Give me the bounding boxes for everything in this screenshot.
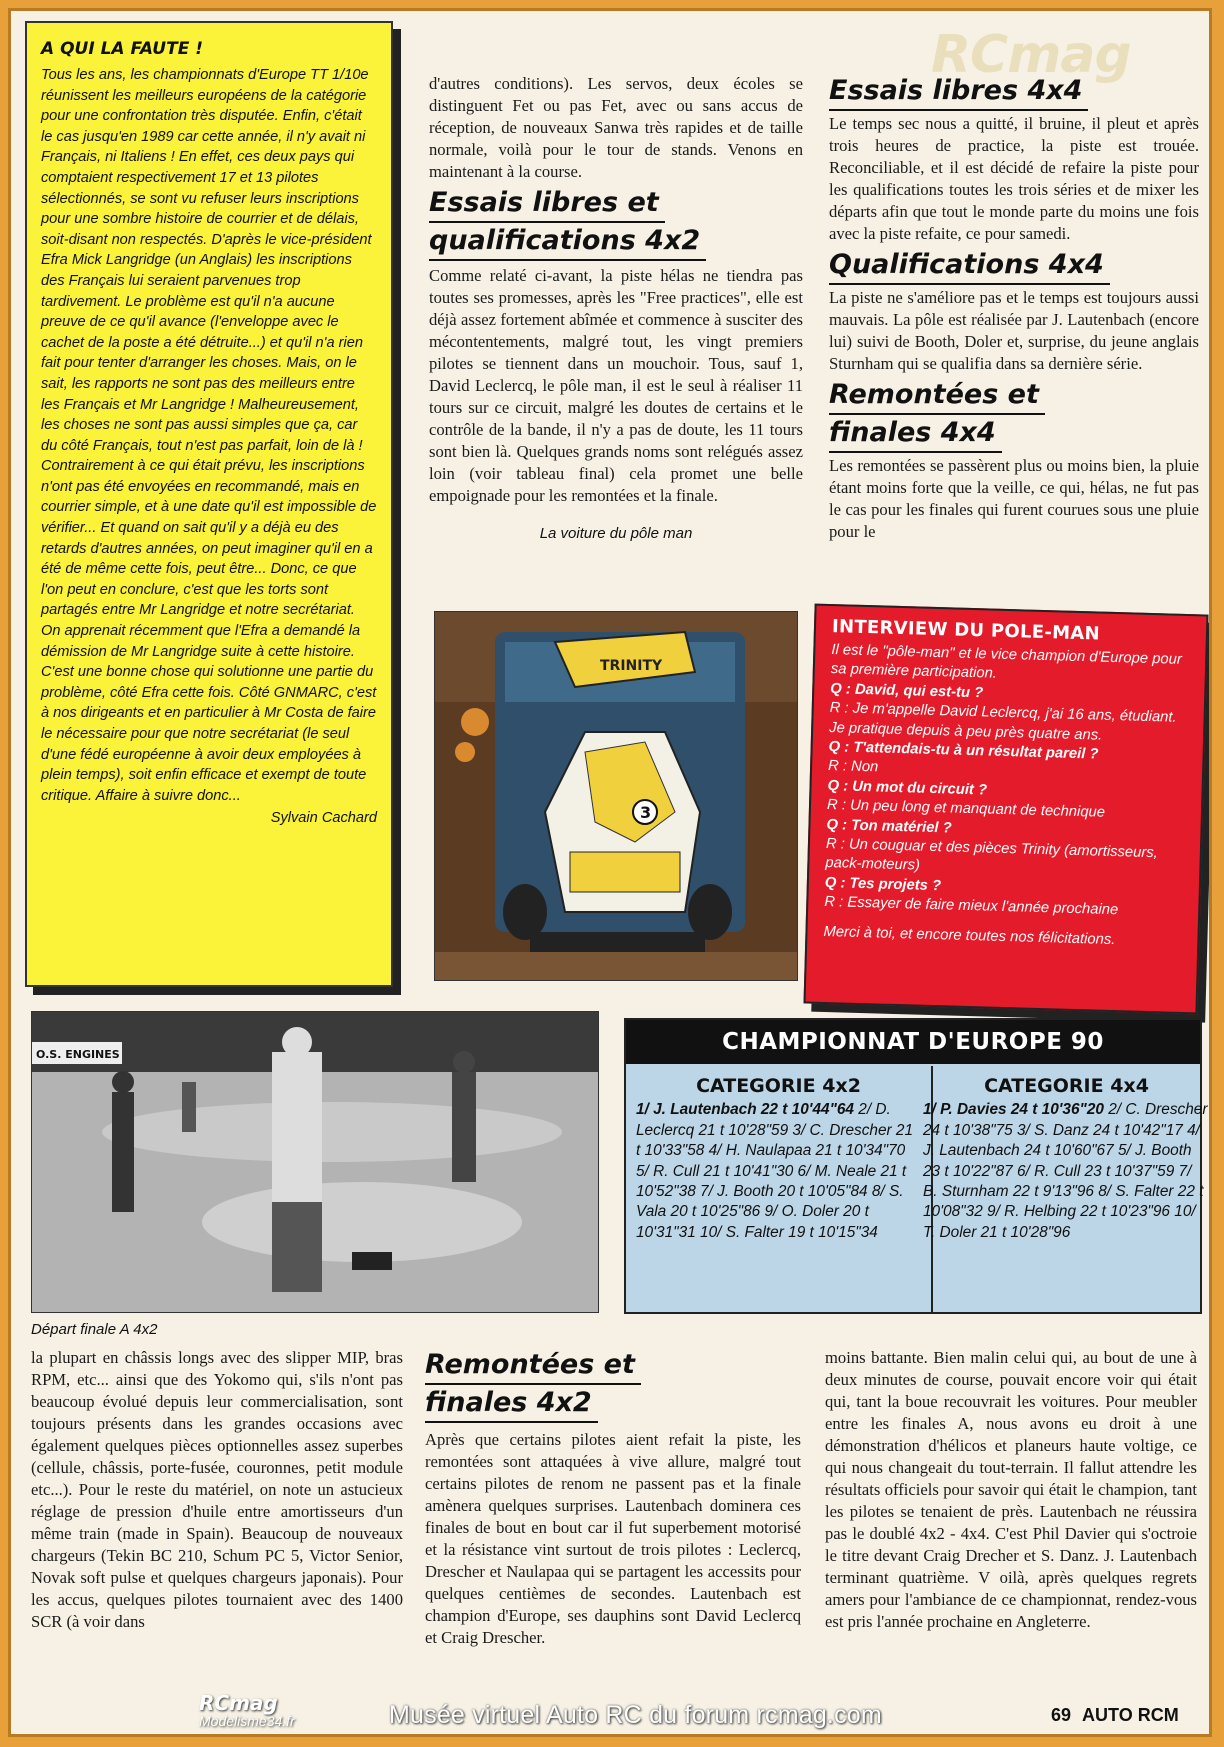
footer-logo-main: RCmag xyxy=(199,1691,278,1715)
interview-question: Q : T'attendais-tu à un résultat pareil ? xyxy=(828,739,1099,763)
page-number: 69 xyxy=(1051,1705,1072,1725)
interview-question: Q : Tes projets ? xyxy=(824,874,942,895)
pole-car-photo xyxy=(434,611,798,981)
interview-answer: R : Un peu long et manquant de technique xyxy=(826,797,1106,822)
footer-logo-sub: Modelisme34.fr xyxy=(199,1713,295,1729)
heading-line: Qualifications 4x4 xyxy=(829,247,1110,285)
interview-question: Q : David, qui est-tu ? xyxy=(830,680,984,702)
heading-line: Essais libres et xyxy=(429,185,665,223)
footer-logo xyxy=(199,1693,359,1729)
column-three xyxy=(829,73,1199,543)
interview-title: INTERVIEW DU POLE-MAN xyxy=(831,616,1101,645)
bottom-column-one xyxy=(31,1347,403,1633)
results-col-4x2 xyxy=(626,1066,933,1312)
heading-qualif-4x4 xyxy=(829,247,1199,285)
interview-box xyxy=(803,604,1208,1015)
interview-answer: R : Un couguar et des pièces Trinity (amortisseurs, pack-moteurs) xyxy=(825,836,1159,875)
bottom-col1-text: la plupart en châssis longs avec des slipper MIP, bras RPM, etc... ainsi que des Yokomo qui, s'ils n'ont pas beaucoup évolué depuis leur commercialisation, sont toujours présents dans les grandes occasions avec également quelques pièces optionnelles assez superbes (cellule, châssis, porte-fusée, couronnes, petit module etc...). Pour le reste du matériel, on note un astucieux réglage de pression d'huile entre amortisseurs d'un même train (made in Spain). Beaucoup de nouveaux chargeurs (Tekin BC 210, Schum PC 5, Victor Senior, Novak soft pulse et quelques chargeurs japonais). Pour les accus, quelques pilotes tournaient avec des 1400 SCR (à voir dans xyxy=(31,1348,403,1631)
column-three-para3: Les remontées se passèrent plus ou moins bien, la pluie étant moins forte que la veille, ce qui, hélas, ne fut pas le cas pour les finales qui furent courues sous une pluie pour le xyxy=(829,456,1199,541)
interview-outro: Merci à toi, et encore toutes nos félicitations. xyxy=(823,923,1116,948)
results-list-4x4: 2/ C. Drescher 24 t 10'38"75 3/ S. Danz 24 t 10'42"17 4/ J. Lautenbach 24 t 10'60"67 5/ J. Booth 23 t 10'22"87 6/ R. Cull 23 t 10'37"59 7/ B. Sturnham 22 t 9'13"96 8/ S. Falter 22 t 10'08"32 9/ R. Helbing 22 t 10'23"96 10/ T. Doler 21 t 10'28"96 xyxy=(923,1101,1208,1241)
magazine-name: AUTO RCM xyxy=(1082,1705,1179,1725)
heading-line: finales 4x4 xyxy=(829,415,1002,453)
pole-car-caption: La voiture du pôle man xyxy=(539,525,693,542)
results-col-4x4 xyxy=(913,1066,1212,1312)
bottom-column-two xyxy=(425,1347,801,1649)
column-three-para1: Le temps sec nous a quitté, il bruine, il pleut et après trois heures de practice, la piste est trouée. Reconciliable, et il est décidé de refaire la piste pour les qualifications toutes les trois séries et de mixer les départs afin que tout le monde parte du moins une fois avec la piste refaite, ce pour samedi. xyxy=(829,114,1199,243)
bottom-column-three xyxy=(825,1347,1197,1633)
heading-essais-qualif-4x2 xyxy=(429,185,803,261)
results-list-4x2: 2/ D. Leclercq 21 t 10'28"59 3/ C. Drescher 21 t 10'33"58 4/ H. Naulapaa 21 t 10'34"70 5/ R. Cull 21 t 10'41"30 6/ M. Neale 21 t 10'52"38 7/ J. Booth 20 t 10'05"84 8/ S. Vala 20 t 10'25"86 9/ O. Doler 20 t 10'31"31 10/ S. Falter 19 t 10'15"34 xyxy=(636,1101,914,1241)
svg-text:3: 3 xyxy=(640,803,652,822)
race-start-photo xyxy=(31,1011,599,1313)
interview-question: Q : Un mot du circuit ? xyxy=(827,777,988,799)
interview-question: Q : Ton matériel ? xyxy=(826,816,952,837)
sidebar-title: A QUI LA FAUTE ! xyxy=(41,39,203,59)
sidebar-signature: Sylvain Cachard xyxy=(270,810,377,827)
footer-museum-text: Musée virtuel Auto RC du forum rcmag.com xyxy=(389,1701,882,1729)
heading-line: qualifications 4x2 xyxy=(429,223,706,261)
bottom-col3-text: moins battante. Bien malin celui qui, au bout de une à deux minutes de course, pouvait encore voir qui était qui, tant la boue recouvrait les voitures. Pour meubler entre les finales A, nous avons eu droit à une démonstration d'hélicos et planeurs haute voltige, ce qui nous changeait du tout-terrain. Il fallut attendre les résultats officiels pour savoir qui était le champion, tant les pilotes se tenaient de près. Lautenbach ne réussira pas le doublé 4x2 - 4x4. C'est Phil Davier qui s'octroie le titre devant Craig Drecher et S. Danz. J. Lautenbach terminant quatrième. V oilà, après quelques regrets amers pour l'ambiance de ce championnat, rendez-vous est pris l'année prochaine en Angleterre. xyxy=(825,1348,1197,1631)
column-two-para1: Comme relaté ci-avant, la piste hélas ne tiendra pas toutes ses promesses, après les "Free practices", elle est déjà assez fortement abîmée et commence à susciter des mécontentements, malgré tout, les vingt premiers pilotes se tiennent dans un mouchoir. Tous, sauf 1, David Leclercq, le pôle man, il est le seul à réaliser 11 tours sur ce circuit, malgré les doutes de certains et le contrôle de la bande, il n'y a pas de doute, les 11 tours sont bien là. Quelques grands noms sont relégués assez loin (voir tableau final) cela promet une belle empoignade pour les remontées et la finale. xyxy=(429,266,803,505)
category-4x2-title: CATEGORIE 4x2 xyxy=(696,1075,861,1097)
car-wing-brand: TRINITY xyxy=(600,658,663,674)
interview-answer: R : Essayer de faire mieux l'année prochaine xyxy=(824,894,1119,919)
heading-line: finales 4x2 xyxy=(425,1385,598,1423)
column-two-intro: d'autres conditions). Les servos, deux écoles se distinguent Fet ou pas Fet, avec ou sans accus de réception, de nouveaux Sanwa très rapides et de taille normale, voilà pour le tour de stands. Venons en maintenant à la course. xyxy=(429,74,803,181)
race-start-caption: Départ finale A 4x2 xyxy=(31,1321,158,1338)
heading-line: Remontées et xyxy=(829,377,1045,415)
pole-car-illustration xyxy=(435,612,798,981)
results-title: CHAMPIONNAT D'EUROPE 90 xyxy=(626,1020,1200,1064)
race-start-illustration xyxy=(32,1012,599,1313)
interview-answer: R : Non xyxy=(827,758,879,776)
interview-answer: R : Je m'appelle David Leclercq, j'ai 16 ans, étudiant. Je pratique depuis à peu près quatre ans. xyxy=(828,700,1177,744)
winner-4x4: 1/ P. Davies 24 t 10'36"20 xyxy=(923,1101,1104,1119)
column-three-para2: La piste ne s'améliore pas et le temps est toujours aussi mauvais. La pôle est réalisée par J. Lautenbach (encore lui) suivi de Booth, Doler et, surprise, du jeune anglais Sturnham qui se qualifia dans sa dernière série. xyxy=(829,288,1199,373)
results-box xyxy=(624,1018,1208,1314)
photo-banner-text: O.S. ENGINES xyxy=(36,1048,120,1061)
category-4x4-title: CATEGORIE 4x4 xyxy=(984,1075,1149,1097)
heading-essais-4x4 xyxy=(829,73,1199,111)
footer-page-info xyxy=(1051,1705,1201,1726)
interview-intro: Il est le "pôle-man" et le vice champion d'Europe pour sa première participation. xyxy=(830,642,1183,683)
heading-line: Essais libres 4x4 xyxy=(829,73,1088,111)
fault-sidebar xyxy=(25,21,393,987)
column-two xyxy=(429,73,803,542)
heading-remontees-4x2 xyxy=(425,1347,801,1423)
sidebar-text: Tous les ans, les championnats d'Europe TT 1/10e réunissent les meilleurs européens de la catégorie pour une confrontation très disputée. Enfin, c'était le cas jusqu'en 1989 car cette année, il n'y avait ni Français, ni Italiens ! En effet, ces deux pays qui comptaient respectivement 17 et 13 pilotes sélectionnés, se sont vu refuser leurs inscriptions pour une sombre histoire de courrier et de délais, soit-disant non respectés. D'après le vice-président Efra Mick Langridge (un Anglais) les inscriptions des Français lui seraient parvenues trop tardivement. Le problème est qu'il n'a aucune preuve de ce qu'il avance (l'enveloppe avec le cachet de la poste a été détruite...) et qu'il n'a rien fait pour tenter d'arranger les choses. Mais, on le sait, les rapports ne sont pas des meilleurs entre les Français et Mr Langridge ! Malheureusement, les choses ne sont pas aussi simples que ça, car du côté Français, tout n'est pas parfait, loin de là ! Contrairement à ce qui était prévu, les inscriptions n'ont pas été envoyées en recommandé, mais en courrier simple, et à une date qu'il est impossible de vérifier... Et quand on sait qu'il y a déjà eu des retards d'autres années, on peut imaginer qu'il en a été de même cette fois, peut être... Donc, ce que l'on peut en conclure, c'est que les torts sont partagés entre Mr Langridge et notre secrétariat. On apprenait récemment que l'Efra a demandé la démission de Mr Langridge suite à cette histoire. C'est une bonne chose qui solutionne une partie du problème, côté Efra cette fois. Côté GNMARC, c'est à nos dirigeants et en particulier à Mr Costa de faire le nécessaire pour que notre secrétariat (le seul d'une fédé européenne à avoir deux employées à plein temps), soit enfin efficace et exempt de toute critique. Affaire à suivre donc... xyxy=(41,67,377,804)
winner-4x2: 1/ J. Lautenbach 22 t 10'44"64 xyxy=(636,1101,854,1119)
heading-remontees-4x4 xyxy=(829,377,1199,453)
bottom-col2-text: Après que certains pilotes aient refait la piste, les remontées sont attaquées à vive allure, malgré tout certains pilotes de renom ne passent pas et la finale amènera quelques surprises. Lautenbach dominera ces finales de bout en bout car il fut superbement motorisé et la résistance vint surtout de trois pilotes : Leclercq, Drescher et Naulapaa qui se partagent les accessits pour quelques centièmes de secondes. Lautenbach est champion d'Europe, ses dauphins sont David Leclercq et Craig Drescher. xyxy=(425,1430,801,1647)
magazine-page xyxy=(8,8,1212,1737)
masthead-logo-text: RCmag xyxy=(931,25,1131,85)
heading-line: Remontées et xyxy=(425,1347,641,1385)
